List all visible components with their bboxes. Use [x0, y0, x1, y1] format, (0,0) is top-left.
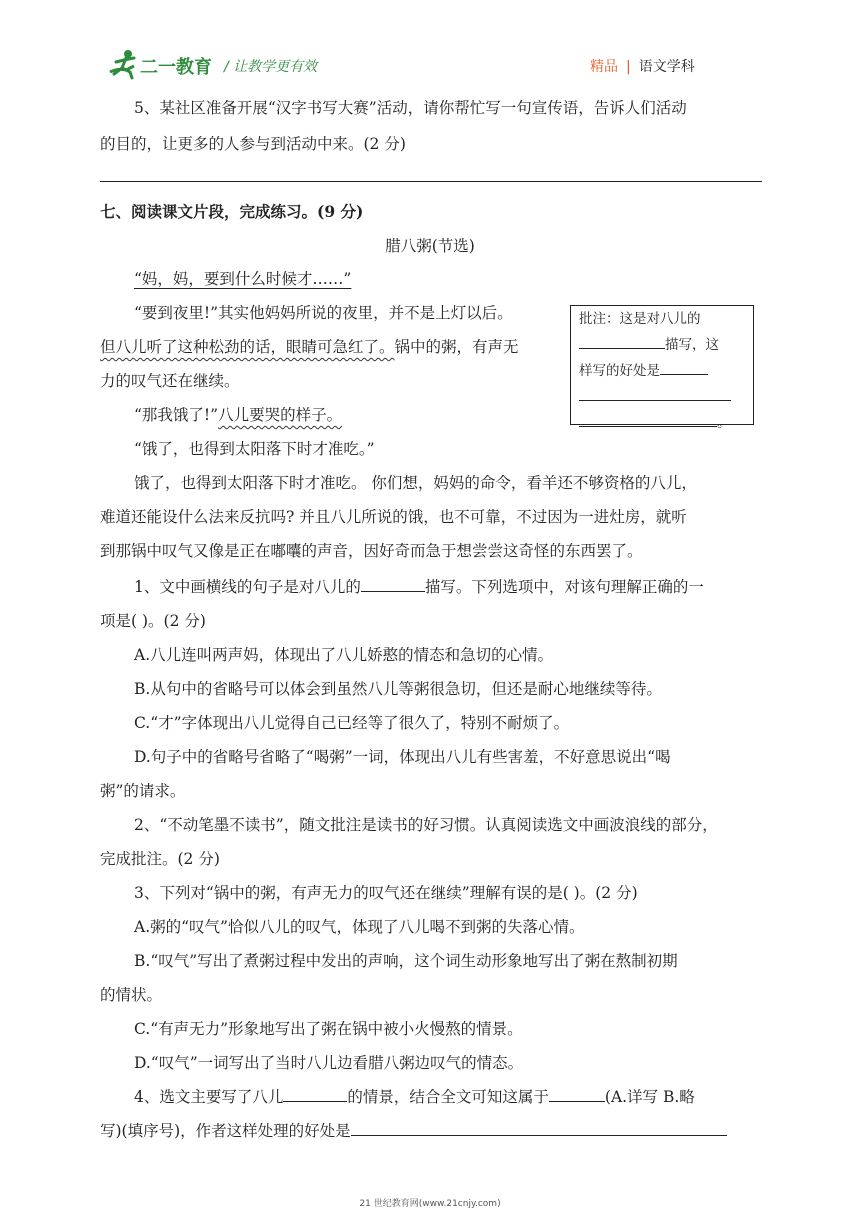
section7-heading: 七、阅读课文片段，完成练习。(9 分): [100, 202, 364, 221]
q3-option-b-line2: 的情状。: [100, 986, 163, 1004]
q1-option-d-line1: D.句子中的省略号省略了“喝粥”一词，体现出八儿有些害羞，不好意思说出“喝: [134, 748, 671, 766]
passage-p2-rest: 锅中的粥，有声无: [394, 338, 519, 356]
q1-line1: [134, 575, 704, 597]
annotation-box: [570, 305, 754, 431]
q5-line2: 的目的，让更多的人参与到活动中来。(2 分): [100, 135, 406, 153]
footer-text: 21 世纪教育网(www.21cnjy.com): [359, 1199, 501, 1209]
q1-text-a: 1、文中画横线的句子是对八儿的: [134, 578, 361, 596]
annotation-line1: 批注：这是对八儿的: [579, 311, 701, 327]
annotation-line4: [579, 384, 745, 410]
q4-text-d: 写)(填序号)，作者这样处理的好处是: [100, 1122, 351, 1140]
passage-p5-line1: 饿了，也得到太阳落下时才准吃。 你们想，妈妈的命令，看羊还不够资格的八儿，: [134, 474, 697, 492]
wavy-text-1: 但八儿听了这种松劲的话，眼睛可急红了。: [100, 338, 395, 356]
q3-stem: 3、下列对“锅中的粥，有声无力的叹气还在继续”理解有误的是( )。(2 分): [134, 884, 638, 902]
header-right: [590, 56, 695, 76]
q1-blank[interactable]: [361, 575, 425, 592]
annotation-line3-text: 样写的好处是: [579, 363, 660, 379]
logo: [106, 46, 226, 80]
annotation-line5: [579, 410, 745, 436]
passage-title: 腊八粥(节选): [385, 237, 475, 255]
quality-badge: 精品: [590, 59, 618, 75]
q1-text-b: 描写。下列选项中，对该句理解正确的一: [424, 578, 704, 596]
annotation-line2: [579, 332, 745, 358]
section-divider: [100, 181, 762, 182]
annotation-blank-3[interactable]: [579, 384, 731, 401]
q1-option-b: B.从句中的省略号可以体会到虽然八儿等粥很急切，但还是耐心地继续等待。: [134, 680, 662, 698]
q4-blank-3[interactable]: [351, 1119, 727, 1136]
q3-option-a: A.粥的“叹气”恰似八儿的叹气，体现了八儿喝不到粥的失落心情。: [134, 918, 585, 936]
q4-text-a: 4、选文主要写了八儿: [134, 1088, 284, 1106]
passage-p1: “妈，妈，要到什么时候才……”: [134, 270, 352, 288]
q2-line1: 2、“不动笔墨不读书”，随文批注是读书的好习惯。认真阅读选文中画波浪线的部分，: [134, 816, 718, 834]
annotation-blank-2[interactable]: [660, 358, 708, 375]
header-slogan: / 让教学更有效: [224, 59, 318, 75]
q4-line2: [100, 1119, 727, 1141]
q1-line2: 项是( )。(2 分): [100, 612, 206, 630]
q3-option-b-line1: B.“叹气”写出了煮粥过程中发出的声响，这个词生动形象地写出了粥在熬制初期: [134, 952, 678, 970]
annotation-period: 。: [717, 415, 731, 431]
q1-option-a: A.八儿连叫两声妈，体现出了八儿娇憨的情态和急切的心情。: [134, 646, 554, 664]
q1-option-d-line2: 粥”的请求。: [100, 782, 186, 800]
passage-p2-line1: “要到夜里!”其实他妈妈所说的夜里，并不是上灯以后。: [134, 304, 513, 322]
passage-p5-line2: 难道还能设什么法来反抗吗? 并且八儿所说的饿，也不可靠，不过因为一进灶房，就听: [100, 508, 687, 526]
logo-text: 二一教育: [140, 57, 212, 78]
subject-label: 语文学科: [638, 59, 695, 75]
annotation-line3: [579, 358, 745, 384]
q3-option-d: D.“叹气”一词写出了当时八儿边看腊八粥边叹气的情态。: [134, 1054, 524, 1072]
header-separator: |: [626, 59, 631, 75]
q4-blank-1[interactable]: [283, 1085, 347, 1102]
q4-text-b: 的情景，结合全文可知这属于: [347, 1088, 549, 1106]
q4-blank-2[interactable]: [549, 1085, 605, 1102]
passage-p2-line3: 力的叹气还在继续。: [100, 372, 240, 390]
q4-line1: [134, 1085, 695, 1107]
wavy-text-2: 八儿要哭的样子。: [218, 406, 343, 424]
passage-p2-line2: [100, 335, 519, 357]
q1-option-c: C.“才”字体现出八儿觉得自己已经等了很久了，特别不耐烦了。: [134, 714, 570, 732]
annotation-blank-1[interactable]: [579, 332, 665, 349]
q5-line1: 5、某社区准备开展“汉字书写大赛”活动，请你帮忙写一句宣传语，告诉人们活动: [134, 99, 687, 117]
q3-option-c: C.“有声无力”形象地写出了粥在锅中被小火慢熬的情景。: [134, 1020, 523, 1038]
passage-p5-line3: 到那锅中叹气又像是正在嘟囔的声音，因好奇而急于想尝尝这奇怪的东西罢了。: [100, 542, 643, 560]
passage-p3-quote: “那我饿了!”: [134, 406, 219, 424]
q2-line2: 完成批注。(2 分): [100, 850, 220, 868]
annotation-blank-4[interactable]: [579, 410, 717, 427]
passage-p4: “饿了，也得到太阳落下时才准吃。”: [134, 440, 375, 458]
passage-p3: [134, 403, 342, 425]
q4-text-c: (A.详写 B.略: [604, 1088, 695, 1106]
annotation-line2-text: 描写，这: [665, 337, 719, 353]
